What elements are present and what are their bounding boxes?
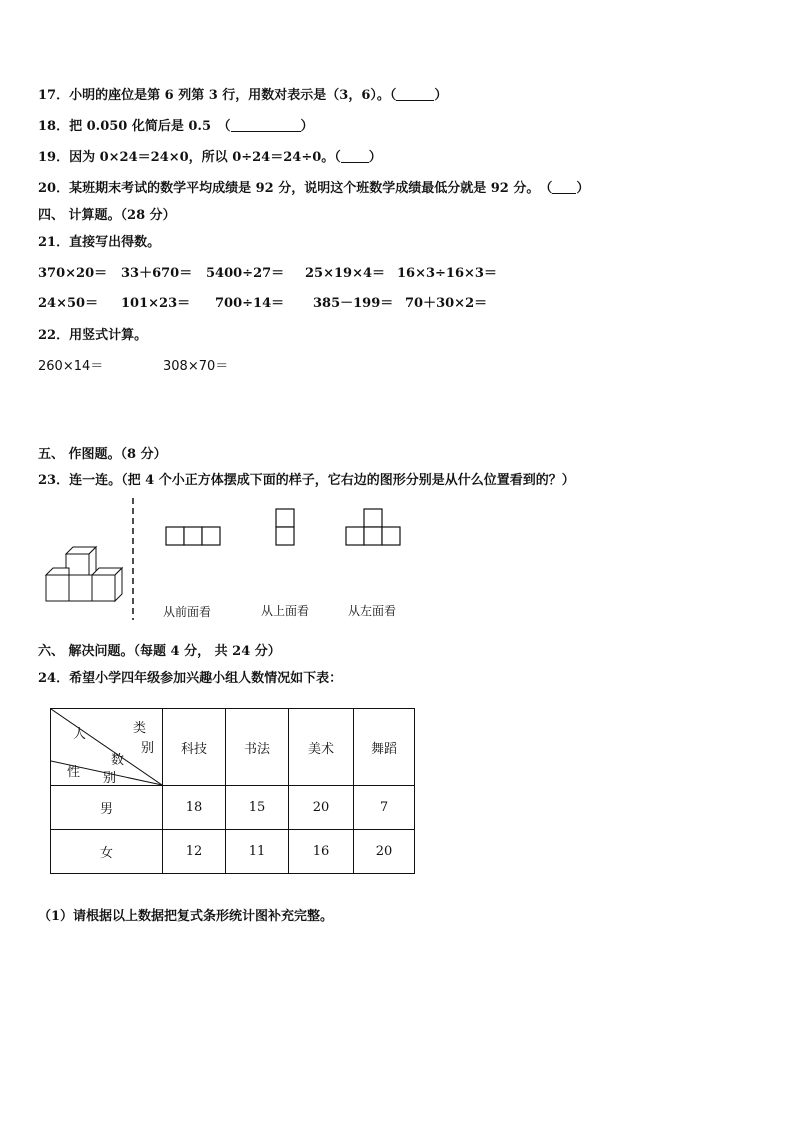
calc-item: 385－199＝ xyxy=(313,296,394,311)
answer-blank[interactable] xyxy=(341,150,369,163)
calc-item: 101×23＝ xyxy=(121,296,191,311)
section-6-title: 六、 解决问题。（每题 4 分， 共 24 分） xyxy=(38,644,281,659)
question-24: 24．希望小学四年级参加兴趣小组人数情况如下表： xyxy=(38,671,343,686)
table-row xyxy=(51,786,415,830)
table-cell: 12 xyxy=(163,830,226,874)
row-label: 男 xyxy=(51,786,163,830)
table-cell: 18 xyxy=(163,786,226,830)
view-label-top[interactable]: 从上面看 xyxy=(261,604,310,618)
corner-label: 性 xyxy=(67,765,81,780)
table-cell: 16 xyxy=(289,830,354,874)
view-figure-column[interactable] xyxy=(275,508,296,547)
vertical-calc-item: 260×14＝ xyxy=(38,359,104,374)
calc-item: 25×19×4＝ xyxy=(305,266,386,281)
question-17: 17．小明的座位是第 6 列第 3 行，用数对表示是（3，6）。（ ） xyxy=(38,88,448,103)
answer-blank[interactable] xyxy=(396,88,434,101)
answer-blank[interactable] xyxy=(231,119,301,132)
calc-item: 16×3÷16×3＝ xyxy=(397,266,497,281)
table-row xyxy=(51,830,415,874)
calc-item: 70＋30×2＝ xyxy=(405,296,488,311)
interest-group-table xyxy=(50,708,415,874)
dashed-divider xyxy=(128,498,138,620)
view-figure-t-shape[interactable] xyxy=(345,508,403,547)
corner-label: 人 xyxy=(73,727,87,742)
calc-item: 700÷14＝ xyxy=(215,296,285,311)
corner-label: 类 xyxy=(133,721,147,736)
section-5-title: 五、 作图题。（8 分） xyxy=(38,447,167,462)
corner-label: 别 xyxy=(141,741,155,756)
question-19: 19．因为 0×24＝24×0，所以 0÷24＝24÷0。（ ） xyxy=(38,150,382,165)
question-18: 18．把 0.050 化简后是 0.5 （ ） xyxy=(38,119,314,134)
calc-item: 24×50＝ xyxy=(38,296,99,311)
question-21: 21．直接写出得数。 xyxy=(38,235,161,250)
table-cell: 11 xyxy=(226,830,289,874)
section-4-title: 四、 计算题。（28 分） xyxy=(38,208,176,223)
question-22: 22．用竖式计算。 xyxy=(38,328,148,343)
calc-item: 5400÷27＝ xyxy=(206,266,285,281)
answer-blank[interactable] xyxy=(552,181,576,194)
vertical-calc-item: 308×70＝ xyxy=(163,359,229,374)
cube-stack-figure xyxy=(40,540,130,610)
calc-item: 33＋670＝ xyxy=(121,266,193,281)
table-cell: 15 xyxy=(226,786,289,830)
column-header: 书法 xyxy=(226,709,289,786)
table-cell: 20 xyxy=(289,786,354,830)
column-header: 美术 xyxy=(289,709,354,786)
column-header: 舞蹈 xyxy=(354,709,415,786)
view-label-left[interactable]: 从左面看 xyxy=(348,604,397,618)
corner-label: 数 xyxy=(111,753,125,768)
question-20: 20．某班期末考试的数学平均成绩是 92 分，说明这个班数学成绩最低分就是 92 分。 （ ） xyxy=(38,181,590,196)
table-header-row xyxy=(51,709,415,786)
row-label: 女 xyxy=(51,830,163,874)
view-label-front[interactable]: 从前面看 xyxy=(163,605,212,619)
table-cell: 7 xyxy=(354,786,415,830)
question-23: 23．连一连。（把 4 个小正方体摆成下面的样子，它右边的图形分别是从什么位置看到的？） xyxy=(38,473,575,488)
view-figure-row[interactable] xyxy=(165,526,223,547)
corner-label: 别 xyxy=(103,771,117,786)
table-cell: 20 xyxy=(354,830,415,874)
column-header: 科技 xyxy=(163,709,226,786)
sub-question-1: （1）请根据以上数据把复式条形统计图补充完整。 xyxy=(38,909,334,924)
table-corner-header xyxy=(51,709,163,786)
calc-item: 370×20＝ xyxy=(38,266,108,281)
